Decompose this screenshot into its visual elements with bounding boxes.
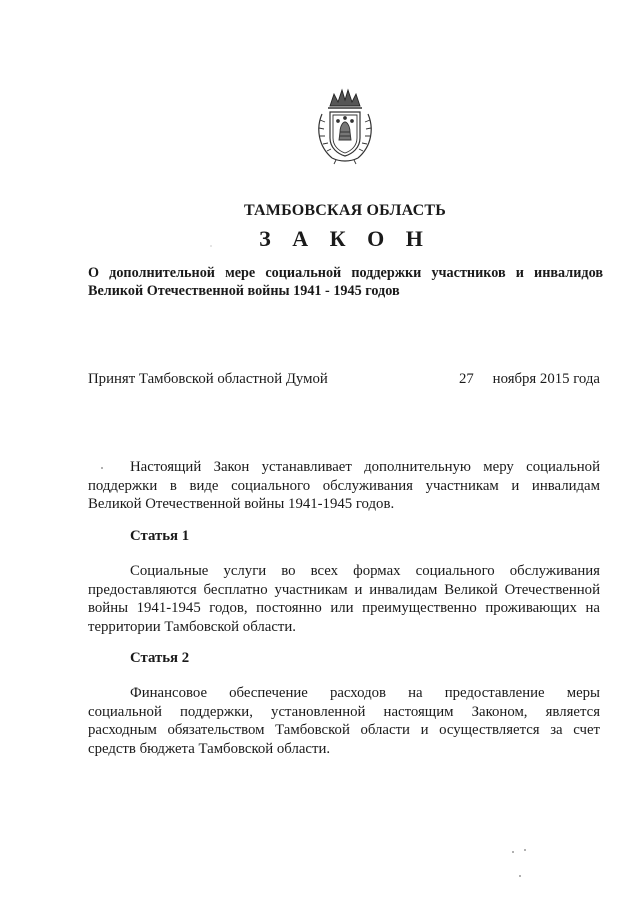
law-title-line: О дополнительной мере социальной поддержки участников и инвалидов: [88, 265, 603, 281]
paragraph-line: Настоящий Закон устанавливает дополнительную меру социальной: [130, 459, 600, 475]
coat-of-arms-emblem: [312, 88, 378, 166]
scan-speck: [512, 851, 514, 853]
paragraph-line: войны 1941-1945 годов, постоянно или преимущественно проживающих на: [88, 600, 600, 617]
region-name: ТАМБОВСКАЯ ОБЛАСТЬ: [243, 202, 447, 219]
paragraph-line: Финансовое обеспечение расходов на предоставление меры: [130, 685, 600, 701]
scan-speck: [519, 875, 521, 877]
document-type: З А К О Н: [259, 226, 431, 251]
preamble-paragraph: [88, 458, 600, 514]
paragraph-line: поддержки в виде социального обслуживания участникам и инвалидам: [88, 477, 600, 494]
law-title-line: Великой Отечественной войны 1941 - 1945 годов: [88, 283, 400, 299]
adoption-month-year: ноября 2015 года: [492, 371, 600, 387]
paragraph-line: социальной поддержки, установленной настоящим Законом, является: [88, 703, 600, 720]
scan-speck: [524, 849, 526, 851]
adoption-day: 27: [459, 371, 474, 387]
article-1-text: [88, 562, 600, 637]
paragraph-line: средств бюджета Тамбовской области.: [88, 741, 331, 758]
paragraph-line: Социальные услуги во всех формах социального обслуживания: [130, 563, 600, 579]
paragraph-line: предоставляются бесплатно участникам и инвалидам Великой Отечественной: [88, 581, 600, 598]
paragraph-line: территории Тамбовской области.: [88, 619, 296, 636]
law-title: [88, 264, 603, 300]
scan-speck: [101, 467, 103, 469]
paragraph-line: расходным обязательством Тамбовской области и осуществляется за счет: [88, 722, 600, 739]
article-2-text: [88, 684, 600, 759]
article-1-heading: Статья 1: [130, 528, 190, 544]
scan-speck: [210, 245, 212, 247]
adopted-by: Принят Тамбовской областной Думой: [88, 371, 328, 387]
article-2-heading: Статья 2: [130, 650, 190, 666]
paragraph-line: Великой Отечественной войны 1941-1945 годов.: [88, 496, 395, 513]
